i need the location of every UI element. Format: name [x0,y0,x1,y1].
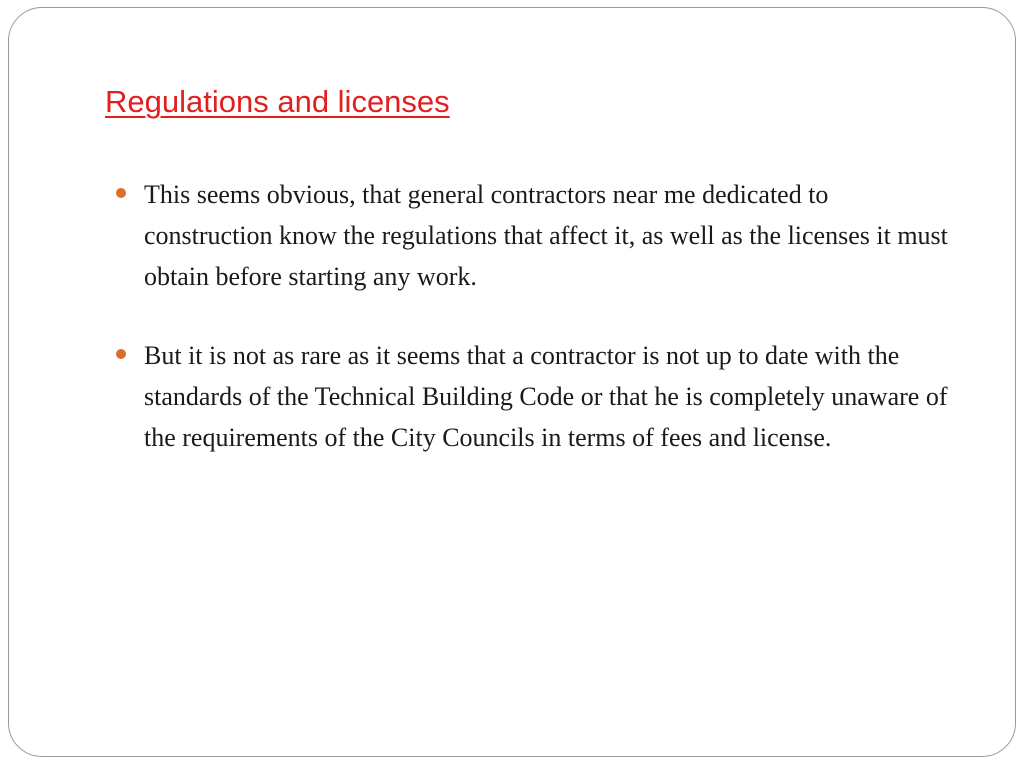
bullet-text: This seems obvious, that general contractors near me dedicated to construction know the regulations that affect it, as well as the licenses it must obtain before starting any work. [144,180,948,291]
bullet-dot-icon [116,188,126,198]
bullet-item [113,335,953,458]
bullet-text: But it is not as rare as it seems that a contractor is not up to date with the standards of the Technical Building Code or that he is completely unaware of the requirements of the City Councils in terms of fees and license. [144,341,948,452]
bullet-item [113,174,953,297]
slide [8,7,1016,757]
bullet-list [113,174,953,496]
slide-title: Regulations and licenses [105,84,450,119]
bullet-dot-icon [116,349,126,359]
